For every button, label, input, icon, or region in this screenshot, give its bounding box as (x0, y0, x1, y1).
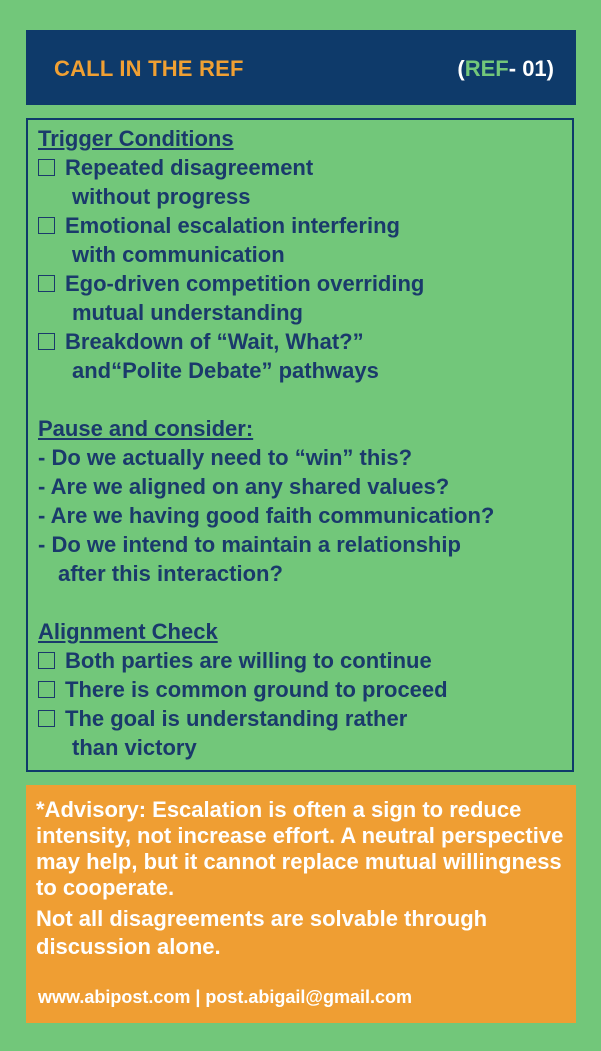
trigger-item-text: Repeated disagreement (65, 155, 314, 180)
advisory-paragraph: Not all disagreements are solvable through discussion alone. (36, 906, 488, 959)
card-code-open: ( (457, 56, 465, 81)
checkbox-icon[interactable] (38, 217, 55, 234)
card-code-rest: - 01) (508, 56, 554, 81)
trigger-item-continuation: without progress (72, 184, 251, 209)
checkbox-icon[interactable] (38, 159, 55, 176)
section-spacer (38, 385, 578, 414)
trigger-item-continuation: and“Polite Debate” pathways (72, 358, 379, 383)
advisory-text (36, 797, 571, 961)
trigger-item (38, 153, 578, 182)
trigger-item-continuation: with communication (72, 242, 285, 267)
trigger-item-text: Breakdown of “Wait, What?” (65, 329, 364, 354)
pause-item: - Do we intend to maintain a relationship (38, 532, 461, 557)
advisory-paragraph: *Advisory: Escalation is often a sign to reduce intensity, not increase effort. A neutral perspective may help, but it cannot replace mutual willingness to cooperate. (36, 797, 564, 900)
header-banner (26, 30, 576, 105)
alignment-item-continuation: than victory (72, 735, 197, 760)
trigger-item (38, 211, 578, 240)
trigger-heading: Trigger Conditions (38, 126, 234, 151)
checkbox-icon[interactable] (38, 652, 55, 669)
pause-item: - Are we aligned on any shared values? (38, 474, 450, 499)
alignment-item-text: The goal is understanding rather (65, 706, 408, 731)
checkbox-icon[interactable] (38, 681, 55, 698)
trigger-item-text: Emotional escalation interfering (65, 213, 400, 238)
alignment-heading: Alignment Check (38, 619, 218, 644)
trigger-item (38, 327, 578, 356)
advisory-box (26, 785, 576, 1023)
alignment-item (38, 704, 578, 733)
alignment-item (38, 675, 578, 704)
contact-line[interactable]: www.abipost.com | post.abigail@gmail.com (38, 987, 412, 1007)
card-title: CALL IN THE REF (54, 56, 244, 81)
card-code (457, 56, 554, 82)
checkbox-icon[interactable] (38, 333, 55, 350)
pause-item: - Are we having good faith communication? (38, 503, 495, 528)
checklist-content (38, 124, 578, 762)
pause-heading: Pause and consider: (38, 416, 254, 441)
trigger-item (38, 269, 578, 298)
trigger-item-continuation: mutual understanding (72, 300, 303, 325)
alignment-item (38, 646, 578, 675)
checkbox-icon[interactable] (38, 275, 55, 292)
card-code-ref: REF (464, 56, 509, 81)
trigger-item-text: Ego-driven competition overriding (65, 271, 425, 296)
pause-item: - Do we actually need to “win” this? (38, 445, 413, 470)
checkbox-icon[interactable] (38, 710, 55, 727)
pause-item-continuation: after this interaction? (58, 561, 283, 586)
section-spacer (38, 588, 578, 617)
alignment-item-text: There is common ground to proceed (65, 677, 448, 702)
alignment-item-text: Both parties are willing to continue (65, 648, 432, 673)
